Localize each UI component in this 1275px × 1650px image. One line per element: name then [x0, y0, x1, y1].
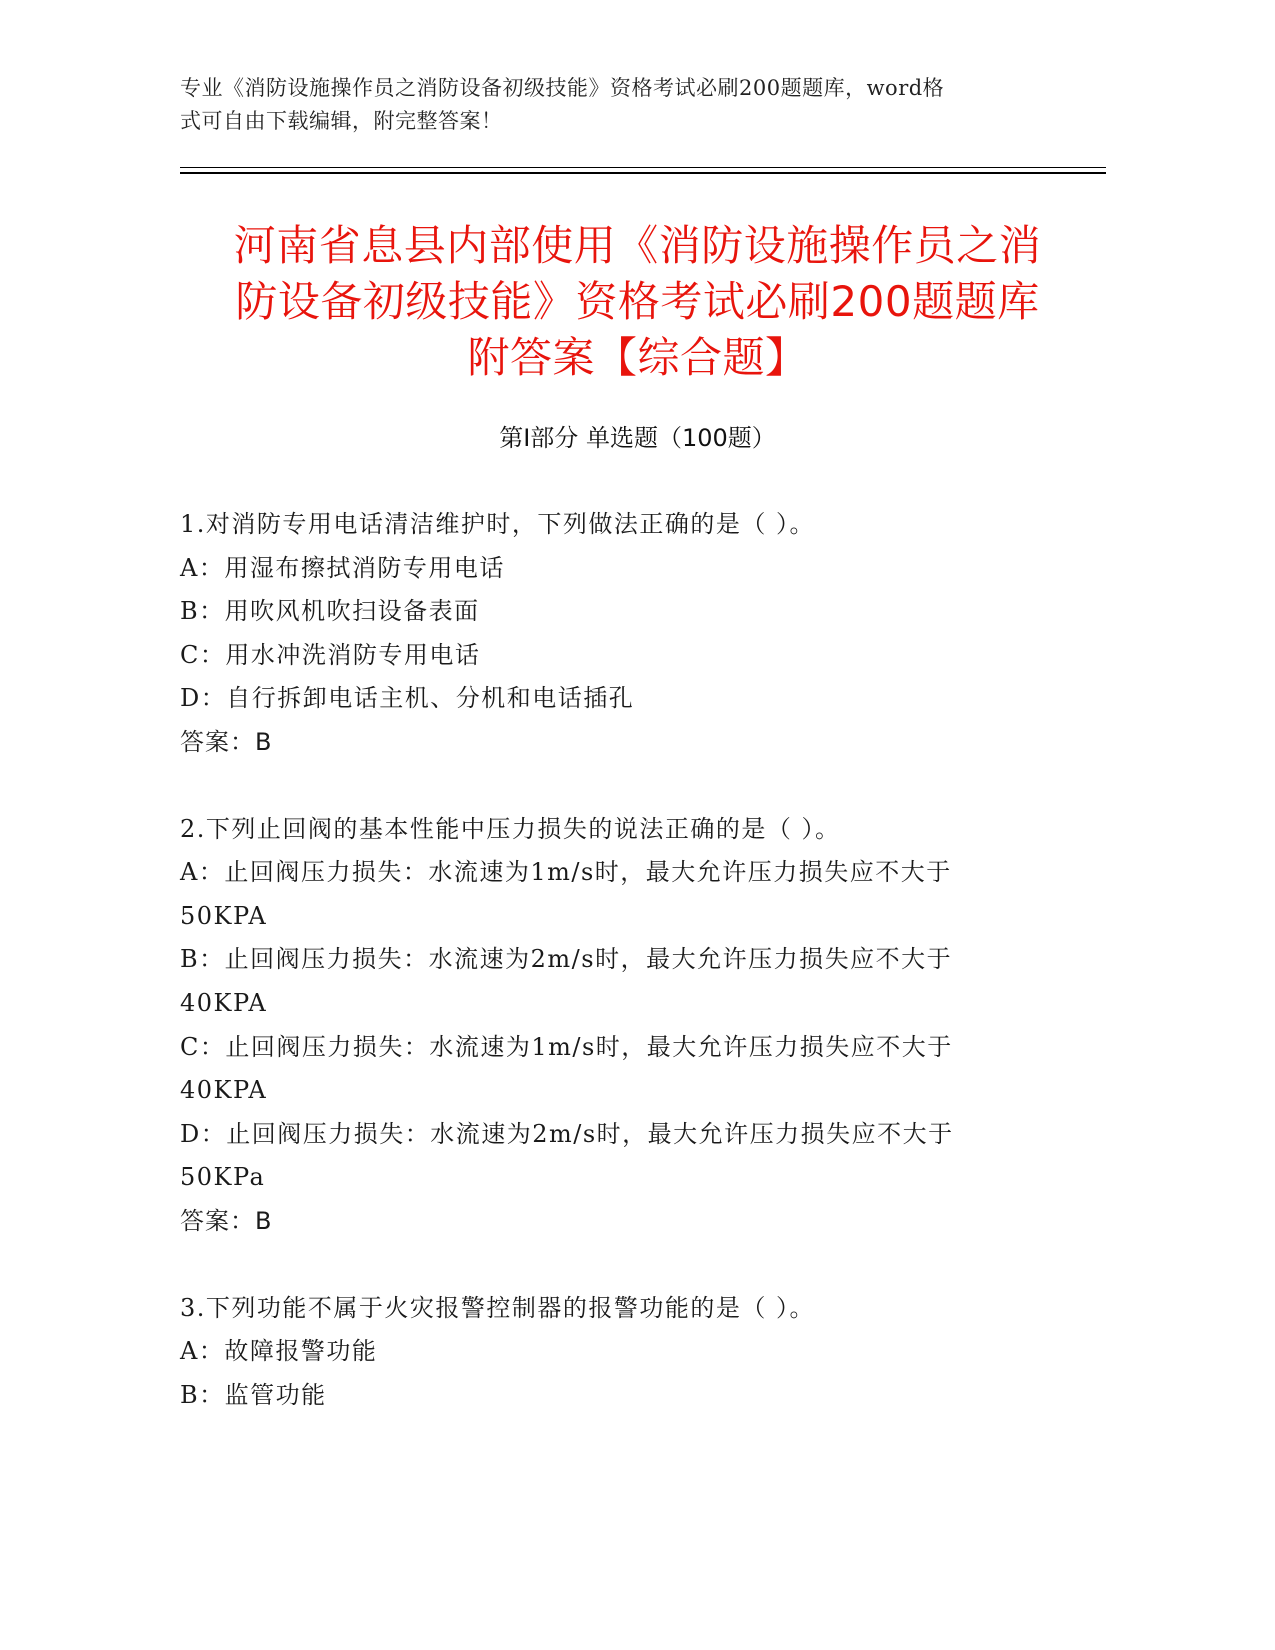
page-title — [170, 218, 1105, 386]
option-line: B：止回阀压力损失：水流速为2m/s时，最大允许压力损失应不大于 — [180, 945, 953, 974]
option-line: C：止回阀压力损失：水流速为1m/s时，最大允许压力损失应不大于 — [180, 1032, 953, 1061]
option-line: D：止回阀压力损失：水流速为2m/s时，最大允许压力损失应不大于 — [180, 1119, 954, 1148]
option-line: 40KPA — [180, 988, 268, 1017]
answer-text: 答案：B — [180, 1206, 273, 1235]
option-line: D：自行拆卸电话主机、分机和电话插孔 — [180, 684, 635, 713]
option-line: 50KPA — [180, 901, 268, 930]
option-line: 40KPA — [180, 1076, 268, 1105]
question-stem: 2.下列止回阀的基本性能中压力损失的说法正确的是（ ）。 — [180, 814, 841, 843]
question-stem: 1.对消防专用电话清洁维护时，下列做法正确的是（ ）。 — [180, 510, 816, 538]
option-line: B：用吹风机吹扫设备表面 — [180, 597, 480, 626]
header-note-line-2: 式可自由下载编辑，附完整答案！ — [180, 109, 503, 133]
question-3 — [180, 1287, 1060, 1418]
option-line: A：用湿布擦拭消防专用电话 — [180, 553, 505, 582]
header-note — [180, 72, 1040, 138]
title-line-1: 河南省息县内部使用《消防设施操作员之消 — [233, 221, 1042, 270]
question-2 — [180, 808, 1060, 1244]
option-line: B：监管功能 — [180, 1380, 327, 1409]
header-rule-thin — [180, 167, 1106, 168]
question-1 — [180, 503, 1060, 765]
question-list — [180, 503, 1060, 1460]
question-stem: 3.下列功能不属于火灾报警控制器的报警功能的是（ ）。 — [180, 1293, 816, 1322]
option-line: 50KPa — [180, 1163, 266, 1192]
option-line: A：止回阀压力损失：水流速为1m/s时，最大允许压力损失应不大于 — [180, 858, 952, 887]
section-title: 第Ⅰ部分 单选题（100题） — [499, 424, 776, 452]
option-line: C：用水冲洗消防专用电话 — [180, 640, 481, 669]
title-line-3: 附答案【综合题】 — [467, 333, 808, 382]
header-note-line-1: 专业《消防设施操作员之消防设备初级技能》资格考试必刷200题题库，word格 — [180, 76, 945, 100]
answer-text: 答案：B — [180, 727, 273, 756]
option-line: A：故障报警功能 — [180, 1337, 378, 1366]
title-line-2: 防设备初级技能》资格考试必刷200题题库 — [235, 277, 1040, 326]
header-rule-thick — [180, 172, 1106, 174]
